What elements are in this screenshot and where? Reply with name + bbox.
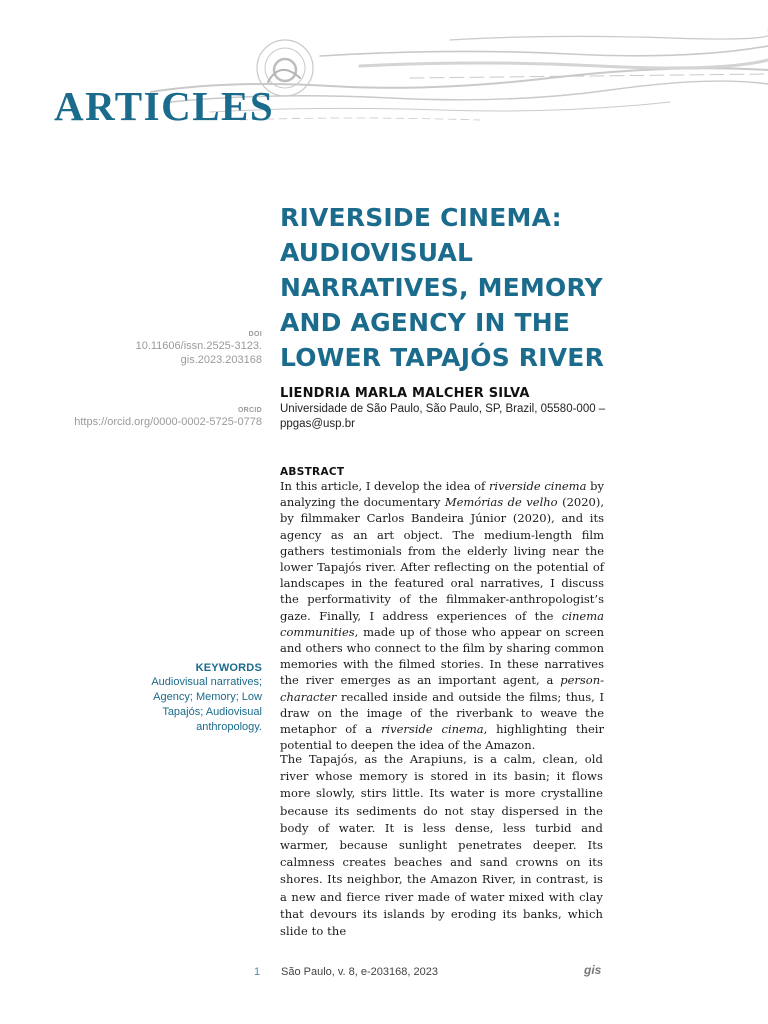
abstract-heading: ABSTRACT (280, 466, 345, 478)
doi-line-1[interactable]: 10.11606/issn.2525-3123. (135, 340, 262, 352)
keywords-line: Agency; Memory; Low (153, 691, 262, 703)
body-paragraph: The Tapajós, as the Arapiuns, is a calm, clean, old river whose memory is stored in its basin; it flows more slowly, stirs little. Its water is more crystalline because its sediments do not stay dispersed in the body of water. It is less dense, less turbid and warmer, because sunlight penetrates deeper. Its calmness creates beaches and sand crowns on its shores. Its neighbor, the Amazon River, in contrast, is a new and fierce river made of water mixed with clay that devours its islands by eroding its banks, which slide to the (280, 752, 603, 939)
keywords-label: KEYWORDS (195, 662, 262, 674)
keywords-line: Tapajós; Audiovisual (162, 706, 262, 718)
author-name: LIENDRIA MARLA MALCHER SILVA (280, 386, 530, 401)
section-title: ARTICLES (54, 83, 275, 129)
doi-block (60, 330, 262, 367)
journal-logo: gis (584, 963, 602, 977)
abstract-emphasis: Memórias de velho (444, 495, 558, 510)
abstract-emphasis: riverside cinema (488, 479, 587, 493)
keywords-line: anthropology. (196, 721, 262, 733)
footer-citation: São Paulo, v. 8, e-203168, 2023 (281, 966, 438, 978)
orcid-block (60, 406, 262, 429)
article-title: RIVERSIDE CINEMA: AUDIOVISUAL NARRATIVES, MEMORY AND AGENCY IN THE LOWER TAPAJÓS RIVER (280, 203, 605, 372)
doi-label: DOI (248, 331, 262, 338)
abstract-emphasis: cinema communities (280, 608, 604, 639)
author-affiliation: Universidade de São Paulo, São Paulo, SP, Brazil, 05580-000 – ppgas@usp.br (280, 403, 606, 430)
page-number: 1 (254, 966, 261, 978)
abstract-text: In this article, I develop the idea of riverside cinema by analyzing the documentary Memórias de velho (2020), by filmmaker Carlos Bandeira Júnior (2020), and its agency as an art object. The medium-length film gathers testimonials from the elderly living near the lower Tapajós river. After reflecting on the potential of landscapes in the featured oral narratives, I discuss the performativity of the filmmaker-anthropologist’s gaze. Finally, I address experiences of the cinema communities, made up of those who appear on screen and others who connect to the film by sharing common memories with the filmed stories. In these narratives the river emerges as an important agent, a person-character recalled inside and outside the films; thus, I draw on the image of the riverbank to weave the metaphor of a riverside cinema, highlighting their potential to deepen the idea of the Amazon. (280, 479, 604, 753)
abstract-emphasis: person-character (280, 673, 604, 704)
doi-line-2[interactable]: gis.2023.203168 (180, 354, 262, 366)
keywords-line: Audiovisual narratives; (151, 676, 262, 688)
abstract-emphasis: riverside cinema (380, 722, 484, 737)
orcid-label: ORCID (237, 407, 262, 414)
keywords-block (60, 661, 262, 735)
orcid-link[interactable]: https://orcid.org/0000-0002-5725-0778 (74, 416, 262, 428)
